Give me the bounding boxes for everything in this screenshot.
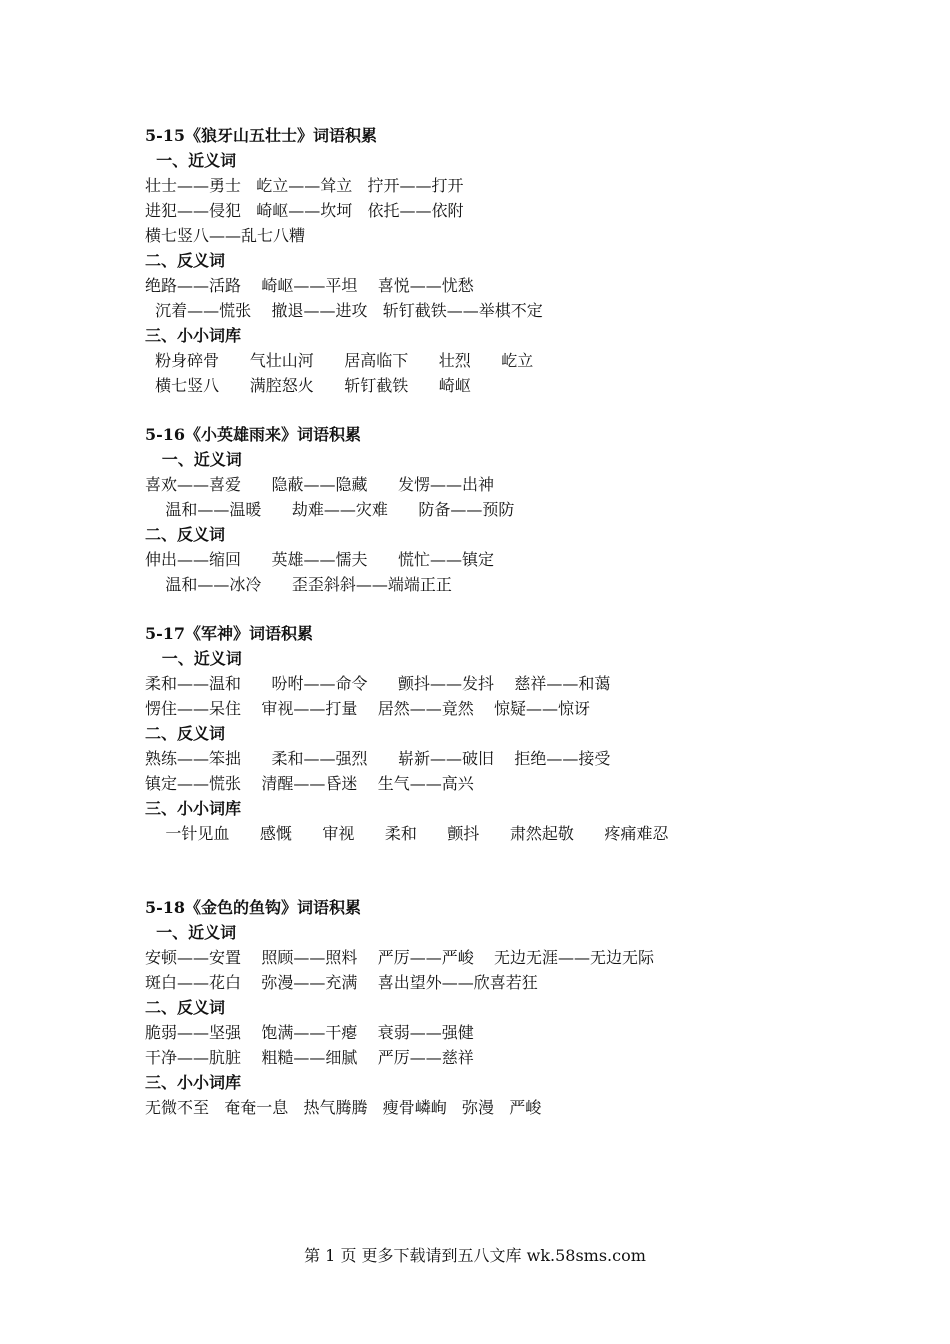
word-row: 熟练——笨拙 柔和——强烈 崭新——破旧 拒绝——接受 (145, 749, 611, 768)
word-row: 横七竖八 满腔怒火 斩钉截铁 崎岖 (145, 376, 471, 395)
word-row: 干净——肮脏 粗糙——细腻 严厉——慈祥 (145, 1048, 474, 1067)
word-row: 柔和——温和 吩咐——命令 颤抖——发抖 慈祥——和蔼 (145, 674, 611, 693)
heading-antonyms: 二、反义词 (145, 998, 226, 1017)
word-row: 沉着——慌张 撤退——进攻 斩钉截铁——举棋不定 (145, 301, 543, 320)
section-title: 5-17《军神》词语积累 (145, 624, 314, 643)
word-row: 绝路——活路 崎岖——平坦 喜悦——忧愁 (145, 276, 474, 295)
word-row: 无微不至 奄奄一息 热气腾腾 瘦骨嶙峋 弥漫 严峻 (145, 1098, 542, 1117)
word-row: 温和——温暖 劫难——灾难 防备——预防 (145, 500, 515, 519)
heading-word-bank: 三、小小词库 (145, 326, 242, 345)
section-title: 5-18《金色的鱼钩》词语积累 (145, 898, 362, 917)
word-row: 斑白——花白 弥漫——充满 喜出望外——欣喜若狂 (145, 973, 538, 992)
heading-antonyms: 二、反义词 (145, 251, 226, 270)
heading-word-bank: 三、小小词库 (145, 799, 242, 818)
word-row: 镇定——慌张 清醒——昏迷 生气——高兴 (145, 774, 474, 793)
heading-antonyms: 二、反义词 (145, 525, 226, 544)
word-row: 脆弱——坚强 饱满——干瘪 衰弱——强健 (145, 1023, 474, 1042)
page-footer: 第 1 页 更多下载请到五八文库 wk.58sms.com (304, 1246, 646, 1265)
word-row: 壮士——勇士 屹立——耸立 拧开——打开 (145, 176, 464, 195)
word-row: 喜欢——喜爱 隐蔽——隐藏 发愣——出神 (145, 475, 495, 494)
heading-antonyms: 二、反义词 (145, 724, 226, 743)
word-row: 安顿——安置 照顾——照料 严厉——严峻 无边无涯——无边无际 (145, 948, 655, 967)
heading-synonyms: 一、近义词 (145, 649, 242, 668)
word-row: 一针见血 感慨 审视 柔和 颤抖 肃然起敬 疼痛难忍 (145, 824, 669, 843)
heading-synonyms: 一、近义词 (145, 923, 237, 942)
word-row: 愣住——呆住 审视——打量 居然——竟然 惊疑——惊讶 (145, 699, 591, 718)
word-row: 横七竖八——乱七八糟 (145, 226, 306, 245)
heading-synonyms: 一、近义词 (145, 151, 237, 170)
section-title: 5-16《小英雄雨来》词语积累 (145, 425, 362, 444)
word-row: 进犯——侵犯 崎岖——坎坷 依托——依附 (145, 201, 464, 220)
section-title: 5-15《狼牙山五壮士》词语积累 (145, 126, 378, 145)
heading-word-bank: 三、小小词库 (145, 1073, 242, 1092)
word-row: 温和——冰冷 歪歪斜斜——端端正正 (145, 575, 452, 594)
word-row: 粉身碎骨 气壮山河 居高临下 壮烈 屹立 (145, 351, 534, 370)
heading-synonyms: 一、近义词 (145, 450, 242, 469)
word-row: 伸出——缩回 英雄——懦夫 慌忙——镇定 (145, 550, 495, 569)
